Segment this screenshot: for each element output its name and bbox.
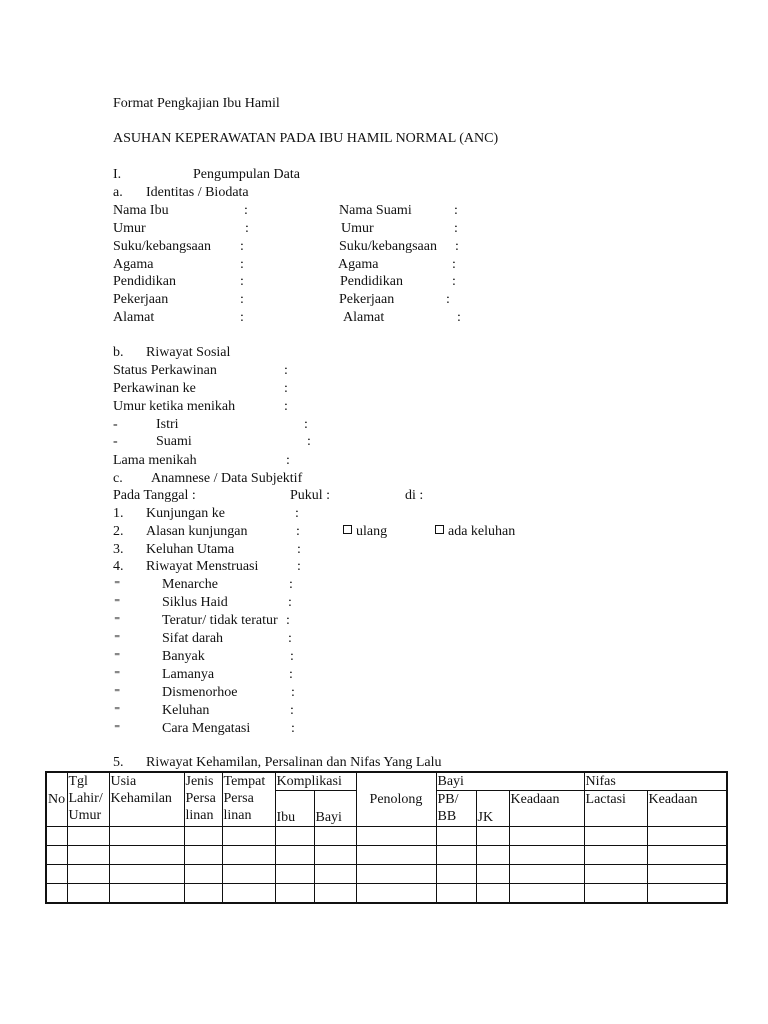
bullet-icon: ⁼: [114, 631, 121, 645]
field-label: Lamanya: [162, 667, 215, 682]
checkbox-icon[interactable]: [435, 525, 444, 534]
table-cell[interactable]: [436, 827, 476, 846]
table-cell[interactable]: [509, 884, 584, 904]
table-cell[interactable]: [584, 827, 647, 846]
header-lactasi: Lactasi: [584, 791, 647, 827]
table-cell[interactable]: [476, 846, 509, 865]
bullet-icon: ⁼: [114, 685, 121, 699]
table-cell[interactable]: [46, 884, 67, 904]
field-label: Umur: [341, 221, 374, 236]
colon: :: [288, 631, 292, 646]
table-cell[interactable]: [647, 865, 727, 884]
table-cell[interactable]: [46, 827, 67, 846]
header-usia-kehamilan: Usia Kehamilan: [109, 772, 184, 827]
table-cell[interactable]: [275, 884, 314, 904]
option-label: ulang: [356, 524, 388, 539]
colon: :: [454, 203, 458, 218]
table-cell[interactable]: [109, 884, 184, 904]
colon: :: [446, 292, 450, 307]
field-label: Pada Tanggal :: [113, 488, 196, 503]
bullet-icon: ⁼: [114, 577, 121, 591]
table-cell[interactable]: [647, 846, 727, 865]
field-label: Pekerjaan: [339, 292, 395, 307]
table-cell[interactable]: [184, 865, 222, 884]
field-label: Suku/kebangsaan: [113, 239, 211, 254]
colon: :: [284, 363, 288, 378]
item-number: 5.: [113, 755, 124, 770]
field-label: Pendidikan: [113, 274, 176, 289]
field-label: Keluhan: [162, 703, 210, 718]
table-cell[interactable]: [67, 884, 109, 904]
colon: :: [286, 613, 290, 628]
table-cell[interactable]: [67, 846, 109, 865]
table-cell[interactable]: [275, 846, 314, 865]
header-jenis-persalinan: Jenis Persa linan: [184, 772, 222, 827]
field-label: Siklus Haid: [162, 595, 228, 610]
colon: :: [240, 257, 244, 272]
field-label: Menarche: [162, 577, 218, 592]
table-cell[interactable]: [109, 865, 184, 884]
option-label: ada keluhan: [448, 524, 516, 539]
field-label: di :: [405, 488, 424, 503]
table-cell[interactable]: [314, 865, 356, 884]
table-cell[interactable]: [476, 884, 509, 904]
table-cell[interactable]: [46, 846, 67, 865]
table-row: [46, 846, 727, 865]
dash: -: [113, 434, 118, 449]
section-heading: Pengumpulan Data: [193, 167, 300, 182]
bullet-icon: ⁼: [114, 667, 121, 681]
colon: :: [240, 274, 244, 289]
bullet-icon: ⁼: [114, 613, 121, 627]
bullet-icon: ⁼: [114, 703, 121, 717]
table-cell[interactable]: [184, 846, 222, 865]
field-label: Pendidikan: [340, 274, 403, 289]
table-cell[interactable]: [222, 827, 275, 846]
field-label: Cara Mengatasi: [162, 721, 251, 736]
anamnese-marker: c.: [113, 471, 123, 486]
option-ada-keluhan[interactable]: [435, 523, 515, 540]
colon: :: [240, 239, 244, 254]
table-cell[interactable]: [476, 827, 509, 846]
header-nifas-keadaan: Keadaan: [647, 791, 727, 827]
bullet-icon: ⁼: [114, 595, 121, 609]
item-number: 4.: [113, 559, 124, 574]
table-cell[interactable]: [476, 865, 509, 884]
table-row: [46, 865, 727, 884]
header-pb-bb: PB/ BB: [436, 791, 476, 827]
colon: :: [304, 417, 308, 432]
table-cell[interactable]: [314, 884, 356, 904]
field-label: Lama menikah: [113, 453, 197, 468]
header-penolong: Penolong: [356, 772, 436, 827]
table-cell[interactable]: [436, 865, 476, 884]
colon: :: [307, 434, 311, 449]
colon: :: [245, 221, 249, 236]
colon: :: [296, 524, 300, 539]
colon: :: [286, 453, 290, 468]
header-bayi-group: Bayi: [436, 772, 584, 791]
table-cell[interactable]: [222, 884, 275, 904]
table-cell[interactable]: [436, 846, 476, 865]
form-subtitle: ASUHAN KEPERAWATAN PADA IBU HAMIL NORMAL (ANC): [113, 131, 499, 146]
header-nifas: Nifas: [584, 772, 727, 791]
colon: :: [295, 506, 299, 521]
field-label: Nama Suami: [339, 203, 412, 218]
field-label: Agama: [113, 257, 154, 272]
colon: :: [452, 257, 456, 272]
checkbox-icon[interactable]: [343, 525, 352, 534]
colon: :: [289, 667, 293, 682]
field-label: Kunjungan ke: [146, 506, 225, 521]
identitas-marker: a.: [113, 185, 123, 200]
colon: :: [291, 721, 295, 736]
header-jk: JK: [476, 791, 509, 827]
table-cell[interactable]: [509, 865, 584, 884]
field-label: Riwayat Menstruasi: [146, 559, 259, 574]
item-number: 3.: [113, 542, 124, 557]
header-no: No: [46, 772, 67, 827]
field-label: Umur: [113, 221, 146, 236]
field-label: Keluhan Utama: [146, 542, 235, 557]
field-label: Dismenorhoe: [162, 685, 238, 700]
table-cell[interactable]: [184, 884, 222, 904]
table-cell[interactable]: [46, 865, 67, 884]
field-label: Suku/kebangsaan: [339, 239, 437, 254]
colon: :: [291, 685, 295, 700]
header-bayi-keadaan: Keadaan: [509, 791, 584, 827]
table-cell[interactable]: [509, 827, 584, 846]
item-number: 2.: [113, 524, 124, 539]
table-cell[interactable]: [314, 827, 356, 846]
header-tempat-persalinan: Tempat Persa linan: [222, 772, 275, 827]
table-cell[interactable]: [314, 846, 356, 865]
colon: :: [244, 203, 248, 218]
table-cell[interactable]: [67, 865, 109, 884]
form-title: Format Pengkajian Ibu Hamil: [113, 96, 280, 111]
table-cell[interactable]: [584, 846, 647, 865]
field-label: Sifat darah: [162, 631, 224, 646]
field-label: Agama: [338, 257, 379, 272]
field-label: Banyak: [162, 649, 205, 664]
table-cell[interactable]: [509, 846, 584, 865]
table-cell[interactable]: [275, 827, 314, 846]
header-komplikasi-ibu: Ibu: [275, 791, 314, 827]
item-number: 1.: [113, 506, 124, 521]
table-row: [46, 884, 727, 904]
field-label: Istri: [156, 417, 179, 432]
table-cell[interactable]: [647, 884, 727, 904]
table-cell[interactable]: [109, 827, 184, 846]
colon: :: [455, 239, 459, 254]
table-cell[interactable]: [184, 827, 222, 846]
table-cell[interactable]: [436, 884, 476, 904]
table-row: [46, 827, 727, 846]
colon: :: [240, 310, 244, 325]
section-number: I.: [113, 167, 122, 182]
header-komplikasi: Komplikasi: [275, 772, 356, 791]
field-label: Alamat: [113, 310, 155, 325]
colon: :: [297, 542, 301, 557]
table-cell[interactable]: [275, 865, 314, 884]
field-label: Suami: [156, 434, 192, 449]
field-label: Pukul :: [290, 488, 331, 503]
field-label: Perkawinan ke: [113, 381, 196, 396]
header-tgl-lahir: Tgl Lahir/ Umur: [67, 772, 109, 827]
sosial-heading: Riwayat Sosial: [146, 345, 231, 360]
dash: -: [113, 417, 118, 432]
anamnese-heading: Anamnese / Data Subjektif: [151, 471, 303, 486]
field-label: Status Perkawinan: [113, 363, 217, 378]
sosial-marker: b.: [113, 345, 124, 360]
colon: :: [297, 559, 301, 574]
table-cell[interactable]: [356, 884, 436, 904]
colon: :: [452, 274, 456, 289]
field-label: Teratur/ tidak teratur: [162, 613, 278, 628]
header-komplikasi-bayi: Bayi: [314, 791, 356, 827]
table-cell[interactable]: [584, 884, 647, 904]
table-cell[interactable]: [584, 865, 647, 884]
colon: :: [284, 381, 288, 396]
table-cell[interactable]: [109, 846, 184, 865]
bullet-icon: ⁼: [114, 721, 121, 735]
option-ulang[interactable]: [343, 523, 387, 540]
table-cell[interactable]: [222, 865, 275, 884]
table-cell[interactable]: [356, 827, 436, 846]
colon: :: [454, 221, 458, 236]
colon: :: [289, 577, 293, 592]
section-heading: Riwayat Kehamilan, Persalinan dan Nifas Yang Lalu: [146, 755, 442, 770]
table-cell[interactable]: [356, 846, 436, 865]
colon: :: [290, 649, 294, 664]
field-label: Pekerjaan: [113, 292, 169, 307]
bullet-icon: ⁼: [114, 649, 121, 663]
colon: :: [288, 595, 292, 610]
field-label: Alamat: [343, 310, 385, 325]
colon: :: [290, 703, 294, 718]
table-cell[interactable]: [647, 827, 727, 846]
field-label: Alasan kunjungan: [146, 524, 248, 539]
colon: :: [457, 310, 461, 325]
field-label: Umur ketika menikah: [113, 399, 236, 414]
identitas-heading: Identitas / Biodata: [146, 185, 249, 200]
colon: :: [240, 292, 244, 307]
table-cell[interactable]: [356, 865, 436, 884]
riwayat-kehamilan-table: [45, 771, 728, 904]
table-cell[interactable]: [222, 846, 275, 865]
colon: :: [284, 399, 288, 414]
field-label: Nama Ibu: [113, 203, 169, 218]
table-cell[interactable]: [67, 827, 109, 846]
